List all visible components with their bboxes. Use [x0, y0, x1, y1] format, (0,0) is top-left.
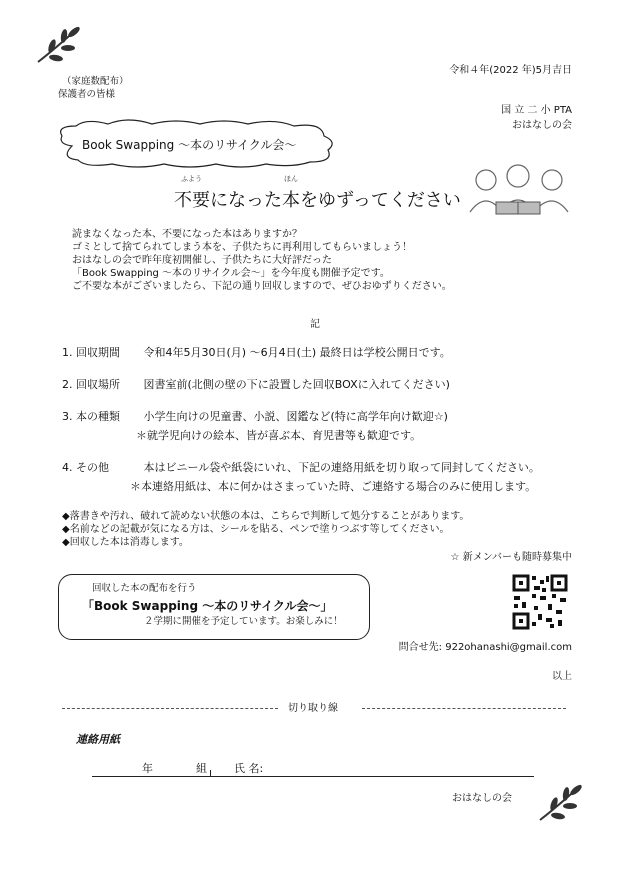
form-divider: [210, 770, 211, 776]
recruit-note: ☆ 新メンバーも随時募集中: [450, 552, 572, 563]
contact-email[interactable]: 問合せ先: 922ohanashi@gmail.com: [398, 642, 572, 653]
cut-line-left: [62, 708, 278, 709]
main-title: 不要になった本をゆずってください: [174, 190, 461, 211]
item-4-note: ＊本連絡用紙は、本に何かはさまっていた時、ご連絡する場合のみに使用します。: [130, 480, 537, 493]
intro-line: 「Book Swapping ～本のリサイクル会～」を今年度も開催予定です。: [72, 268, 390, 279]
cut-line-right: [362, 708, 566, 709]
org-line1: 国 立 二 小 PTA: [501, 105, 572, 116]
leaf-branch-icon: [34, 22, 84, 66]
item-label: 本の種類: [76, 410, 120, 423]
cloud-title: Book Swapping ～本のリサイクル会～: [82, 138, 297, 152]
form-title: 連絡用紙: [76, 733, 120, 746]
form-name-label: 氏 名:: [234, 762, 264, 775]
cut-line-label: 切り取り線: [288, 703, 338, 714]
item-text: 令和4年5月30日(月) ～6月4日(土) 最終日は学校公開日です。: [143, 346, 451, 359]
footer-org: おはなしの会: [452, 793, 512, 804]
item-1: [62, 346, 582, 360]
intro-line: おはなしの会で昨年度初開催し、子供たちに大好評だった: [72, 255, 332, 266]
note-item: ◆落書きや汚れ、破れて読めない状態の本は、こちらで判断して処分することがあります。: [62, 511, 470, 522]
intro-line: 読まなくなった本、不要になった本はありますか？: [72, 229, 302, 240]
event-box-line2: 「Book Swapping ～本のリサイクル会～」: [82, 599, 333, 613]
notes-list: [62, 510, 469, 549]
intro-line: ゴミとして捨てられてしまう本を、子供たちに再利用してもらいましょう！: [72, 242, 412, 253]
form-nen: 年: [142, 762, 153, 775]
item-label: 回収場所: [76, 378, 120, 391]
ruby-fuyou: ふよう: [181, 175, 202, 183]
ruby-hon: ほん: [284, 175, 298, 183]
form-underline: [92, 776, 534, 777]
item-num: 4.: [62, 461, 73, 474]
audience: 保護者の皆様: [58, 89, 116, 100]
item-label: 回収期間: [76, 346, 120, 359]
ki-heading: 記: [310, 319, 320, 330]
item-num: 2.: [62, 378, 73, 391]
item-num: 3.: [62, 410, 73, 423]
issue-date: 令和４年(2022 年)5月吉日: [449, 65, 572, 76]
form-kumi: 組: [196, 762, 207, 775]
event-box-line3: ２学期に開催を予定しています。お楽しみに！: [144, 616, 343, 627]
note-item: ◆名前などの記載が気になる方は、シールを貼る、ペンで塗りつぶす等してください。: [62, 524, 450, 535]
item-num: 1.: [62, 346, 73, 359]
intro-paragraph: [72, 228, 452, 293]
item-3-note: ＊就学児向けの絵本、皆が喜ぶ本、育児書等も歓迎です。: [136, 429, 422, 442]
item-text: 本はビニール袋や紙袋にいれ、下記の連絡用紙を切り取って同封してください。: [143, 461, 540, 474]
leaf-branch-icon: [536, 780, 586, 824]
item-3: [62, 410, 582, 424]
item-2: [62, 378, 582, 392]
item-text: 小学生向けの児童書、小説、図鑑など(特に高学年向け歓迎☆): [143, 410, 448, 423]
note-item: ◆回収した本は消毒します。: [62, 537, 189, 548]
ijou: 以上: [552, 671, 572, 682]
event-box-line1: 回収した本の配布を行う: [92, 583, 197, 594]
item-label: その他: [76, 461, 109, 474]
qr-code-icon[interactable]: [512, 574, 568, 630]
item-text: 図書室前(北側の壁の下に設置した回収BOXに入れてください): [143, 378, 450, 391]
children-reading-illustration: [462, 162, 574, 222]
audience-note: （家庭数配布）: [62, 76, 129, 87]
intro-line: ご不要な本がございましたら、下記の通り回収しますので、ぜひおゆずりください。: [72, 281, 452, 292]
item-4: [62, 461, 592, 475]
org-line2: おはなしの会: [512, 120, 572, 131]
